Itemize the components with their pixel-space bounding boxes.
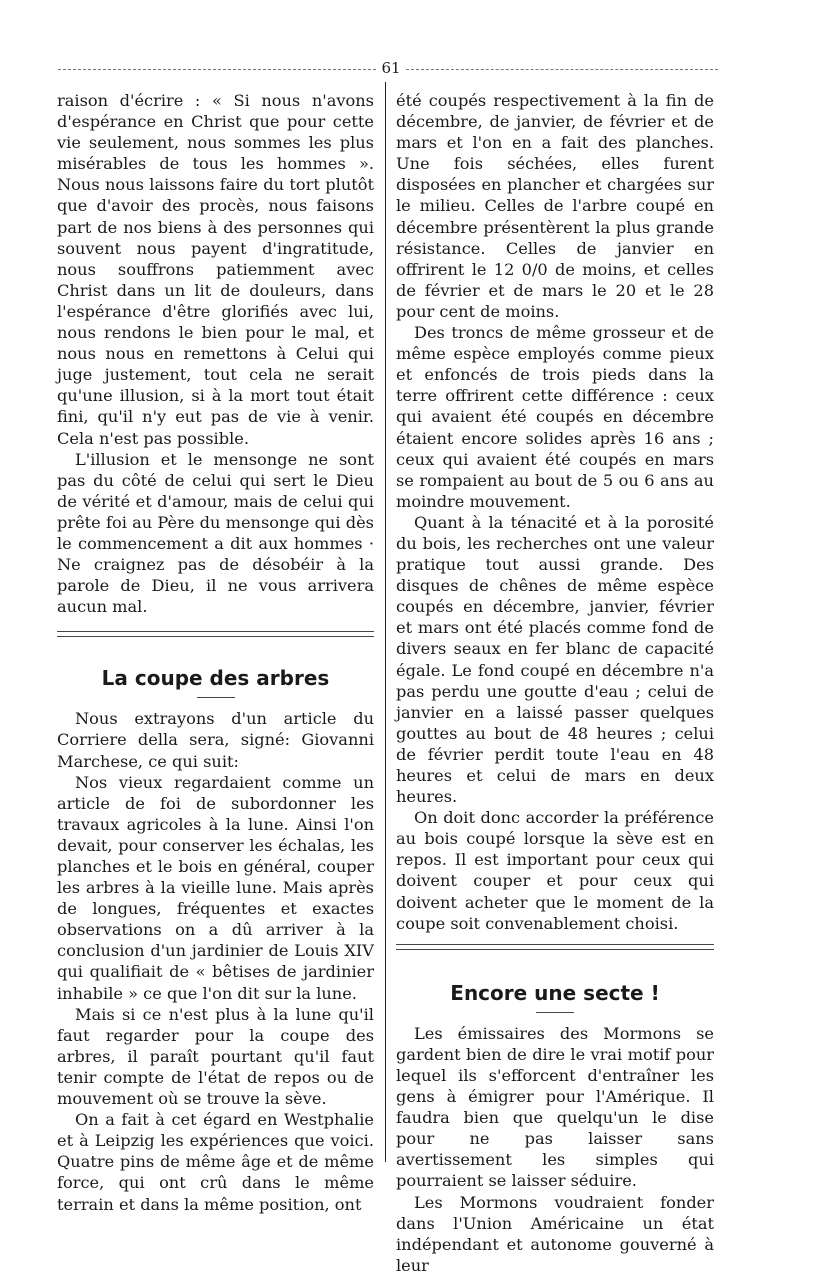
paragraph: Nous extrayons d'un article du Corriere della sera, signé: Giovanni Marchese, ce qui suit: bbox=[57, 709, 374, 771]
paragraph: On doit donc accorder la préférence au bois coupé lorsque la sève est en repos. Il est important pour ceux qui doivent couper et pour ceux qui doivent acheter que le moment de la coupe soit convenablement choisi. bbox=[396, 808, 714, 933]
header-rule-left bbox=[58, 69, 376, 70]
page-header bbox=[58, 58, 718, 78]
title-dash bbox=[536, 1012, 574, 1013]
section-divider bbox=[396, 944, 714, 950]
article-title: La coupe des arbres bbox=[101, 666, 330, 691]
article-title: Encore une secte ! bbox=[450, 980, 660, 1005]
paragraph: Quant à la ténacité et à la porosité du bois, les recherches ont une valeur pratique tout aussi grande. Des disques de chênes de même espèce coupés en décembre, janvier, février et mars ont été placés comme fond de divers seaux en fer blanc de capacité égale. Le fond coupé en décembre n'a pas perdu une goutte d'eau ; celui de janvier en a laissé passer quelques gouttes au bout de 48 heures ; celui de février perdit toute l'eau en 48 heures et celui de mars en deux heures. bbox=[396, 512, 714, 807]
paragraph: Nos vieux regardaient comme un article de foi de subordonner les travaux agricoles à la lune. Ainsi l'on devait, pour conserver les échalas, les planches et le bois en général, couper les arbres à la vieille lune. Mais après de longues, fréquentes et exactes observations on a dû arriver à la conclusion d'un jardinier de Louis XIV qui qualifiait de « bêtises de jardinier inhabile » ce que l'on dit sur la lune. bbox=[57, 772, 374, 1003]
paragraph: L'illusion et le mensonge ne sont pas du côté de celui qui sert le Dieu de vérité et d'amour, mais de celui qui prête foi au Père du mensonge qui dès le commencement a dit aux hommes · Ne craignez pas de désobéir à la parole de Dieu, il ne vous arrivera aucun mal. bbox=[57, 449, 374, 617]
paragraph: Les Mormons voudraient fonder dans l'Union Américaine un état indépendant et autonome gouverné à leur bbox=[396, 1192, 714, 1275]
header-rule-right bbox=[406, 69, 718, 70]
paragraph: Les émissaires des Mormons se gardent bien de dire le vrai motif pour lequel ils s'efforcent d'entraîner les gens à émigrer pour l'Amérique. Il faudra bien que quelqu'un le dise pour ne pas laisser sans avertissement les simples qui pourraient se laisser séduire. bbox=[396, 1023, 714, 1191]
left-column bbox=[57, 90, 374, 1215]
paragraph: été coupés respectivement à la fin de décembre, de janvier, de février et de mars et l'on en a fait des planches. Une fois séchées, elles furent disposées en plancher et chargées sur le milieu. Celles de l'arbre coupé en décembre présentèrent la plus grande résistance. Celles de janvier en offrirent le 12 0/0 de moins, et celles de février et de mars le 20 et le 28 pour cent de moins. bbox=[396, 91, 714, 321]
paragraph: raison d'écrire : « Si nous n'avons d'espérance en Christ que pour cette vie seulement, nous sommes les plus misérables de tous les hommes ». Nous nous laissons faire du tort plutôt que d'avoir des procès, nous faisons part de nos biens à des personnes qui souvent nous payent d'ingratitude, nous souffrons patiemment avec Christ dans un lit de douleurs, dans l'espérance d'être glorifiés avec lui, nous rendons le bien pour le mal, et nous nous en remettons à Celui qui juge justement, tout cela ne serait qu'une illusion, si à la mort tout était fini, qu'il n'y eut pas de vie à venir. Cela n'est pas possible. bbox=[57, 91, 374, 448]
title-dash bbox=[197, 697, 235, 698]
paragraph: On a fait à cet égard en Westphalie et à Leipzig les expériences que voici. Quatre pins de même âge et de même force, qui ont crû dans le même terrain et dans la même position, ont bbox=[57, 1110, 374, 1214]
section-divider bbox=[57, 631, 374, 637]
column-divider bbox=[385, 82, 386, 1162]
paragraph: Mais si ce n'est plus à la lune qu'il faut regarder pour la coupe des arbres, il paraît pourtant qu'il faut tenir compte de l'état de repos ou de mouvement où se trouve la sève. bbox=[57, 1004, 374, 1109]
right-column bbox=[396, 90, 714, 1276]
paragraph: Des troncs de même grosseur et de même espèce employés comme pieux et enfoncés de trois pieds dans la terre offrirent cette différence : ceux qui avaient été coupés en décembre étaient encore solides après 16 ans ; ceux qui avaient été coupés en mars se rompaient au bout de 5 ou 6 ans au moindre mouvement. bbox=[396, 323, 714, 511]
page-number: 61 bbox=[381, 59, 401, 77]
